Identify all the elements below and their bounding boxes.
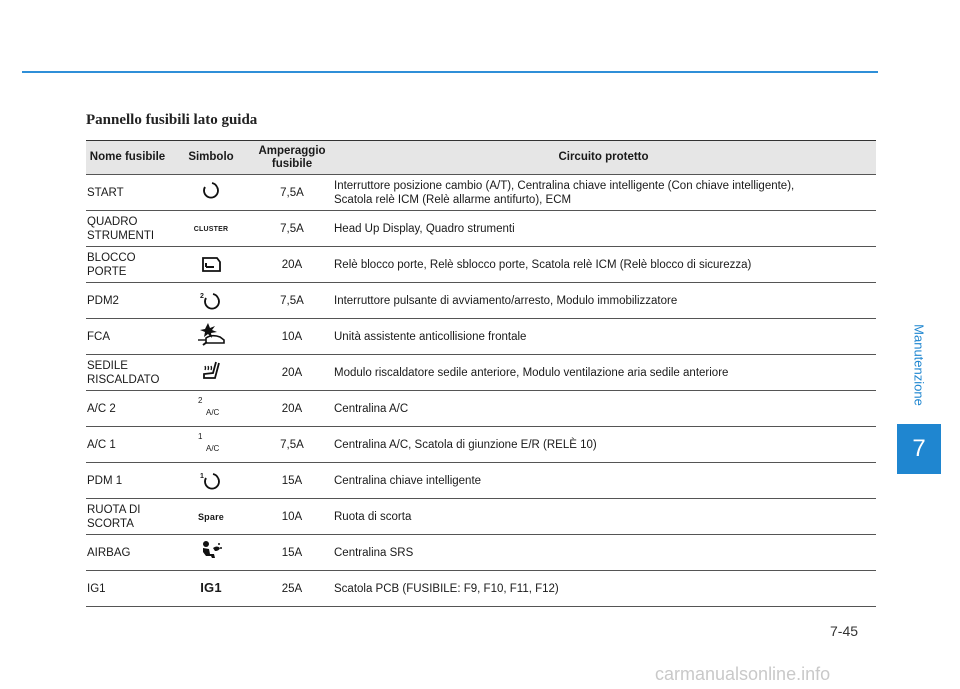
table-row <box>86 283 876 319</box>
table-row <box>86 175 876 211</box>
heated-seat-icon <box>200 359 222 383</box>
header-circuit: Circuito protetto <box>331 141 876 175</box>
fuse-name: RUOTA DI SCORTA <box>86 499 169 535</box>
fuse-name: SEDILE RISCALDATO <box>86 355 169 391</box>
fuse-amperage: 7,5A <box>253 283 331 319</box>
fuse-symbol <box>169 463 253 499</box>
fuse-symbol <box>169 175 253 211</box>
fuse-amperage: 20A <box>253 247 331 283</box>
top-rule <box>22 71 878 73</box>
fuse-symbol <box>169 535 253 571</box>
table-row <box>86 571 876 607</box>
pdm1-icon: 1 <box>200 470 222 494</box>
fuse-circuit: Unità assistente anticollisione frontale <box>331 319 876 355</box>
ac-icon: 1 A/C <box>198 431 220 453</box>
fuse-circuit: Relè blocco porte, Relè sblocco porte, Scatola relè ICM (Relè blocco di sicurezza) <box>331 247 876 283</box>
fuse-symbol <box>169 571 253 607</box>
spare-symbol: Spare <box>197 511 224 522</box>
ig1-symbol: IG1 <box>200 580 222 595</box>
table-row <box>86 211 876 247</box>
chapter-tab: 7 <box>897 424 941 474</box>
fuse-circuit: Centralina A/C <box>331 391 876 427</box>
fuse-symbol <box>169 247 253 283</box>
start-icon <box>201 179 221 203</box>
fuse-circuit: Modulo riscaldatore sedile anteriore, Modulo ventilazione aria sedile anteriore <box>331 355 876 391</box>
fuse-name: PDM 1 <box>86 463 169 499</box>
collision-warning-icon <box>194 322 228 346</box>
fuse-amperage: 7,5A <box>253 427 331 463</box>
fuse-amperage: 7,5A <box>253 211 331 247</box>
chapter-side-label: Manutenzione <box>911 324 927 406</box>
fuse-name: BLOCCO PORTE <box>86 247 169 283</box>
table-row <box>86 535 876 571</box>
fuse-amperage: 20A <box>253 355 331 391</box>
fuse-circuit: Centralina SRS <box>331 535 876 571</box>
table-header-row <box>86 141 876 175</box>
table-row <box>86 355 876 391</box>
header-symbol: Simbolo <box>169 141 253 175</box>
fuse-amperage: 10A <box>253 499 331 535</box>
airbag-icon <box>199 539 223 563</box>
fuse-name: QUADRO STRUMENTI <box>86 211 169 247</box>
fuse-amperage: 15A <box>253 463 331 499</box>
header-amperage: Amperaggio fusibile <box>253 141 331 175</box>
fuse-circuit: Head Up Display, Quadro strumenti <box>331 211 876 247</box>
watermark: carmanualsonline.info <box>655 664 831 684</box>
fuse-amperage: 7,5A <box>253 175 331 211</box>
table-row <box>86 427 876 463</box>
fuse-amperage: 10A <box>253 319 331 355</box>
fuse-symbol <box>169 499 253 535</box>
fuse-table <box>86 140 876 607</box>
cluster-symbol: CLUSTER <box>193 225 229 233</box>
fuse-symbol <box>169 283 253 319</box>
fuse-amperage: 20A <box>253 391 331 427</box>
page-number: 7-45 <box>830 623 859 639</box>
table-row <box>86 391 876 427</box>
fuse-symbol <box>169 319 253 355</box>
table-row <box>86 463 876 499</box>
door-lock-icon <box>200 252 222 276</box>
fuse-name: A/C 1 <box>86 427 169 463</box>
fuse-name: FCA <box>86 319 169 355</box>
fuse-name: A/C 2 <box>86 391 169 427</box>
fuse-amperage: 15A <box>253 535 331 571</box>
fuse-symbol <box>169 211 253 247</box>
page-title: Pannello fusibili lato guida <box>86 112 258 128</box>
table-row <box>86 319 876 355</box>
fuse-circuit: Interruttore pulsante di avviamento/arresto, Modulo immobilizzatore <box>331 283 876 319</box>
fuse-symbol <box>169 427 253 463</box>
fuse-circuit: Scatola PCB (FUSIBILE: F9, F10, F11, F12) <box>331 571 876 607</box>
fuse-symbol <box>169 355 253 391</box>
fuse-circuit: Centralina A/C, Scatola di giunzione E/R (RELÈ 10) <box>331 427 876 463</box>
table-row <box>86 499 876 535</box>
fuse-name: IG1 <box>86 571 169 607</box>
fuse-amperage: 25A <box>253 571 331 607</box>
pdm2-icon: 2 <box>200 290 222 314</box>
table-row <box>86 247 876 283</box>
fuse-name: AIRBAG <box>86 535 169 571</box>
fuse-circuit: Ruota di scorta <box>331 499 876 535</box>
fuse-circuit: Interruttore posizione cambio (A/T), Centralina chiave intelligente (Con chiave intelligente), Scatola relè ICM (Relè allarme antifurto), ECM <box>331 175 876 211</box>
fuse-circuit: Centralina chiave intelligente <box>331 463 876 499</box>
ac-icon: 2 A/C <box>198 395 220 417</box>
fuse-symbol <box>169 391 253 427</box>
fuse-name: START <box>86 175 169 211</box>
fuse-name: PDM2 <box>86 283 169 319</box>
header-name: Nome fusibile <box>86 141 169 175</box>
